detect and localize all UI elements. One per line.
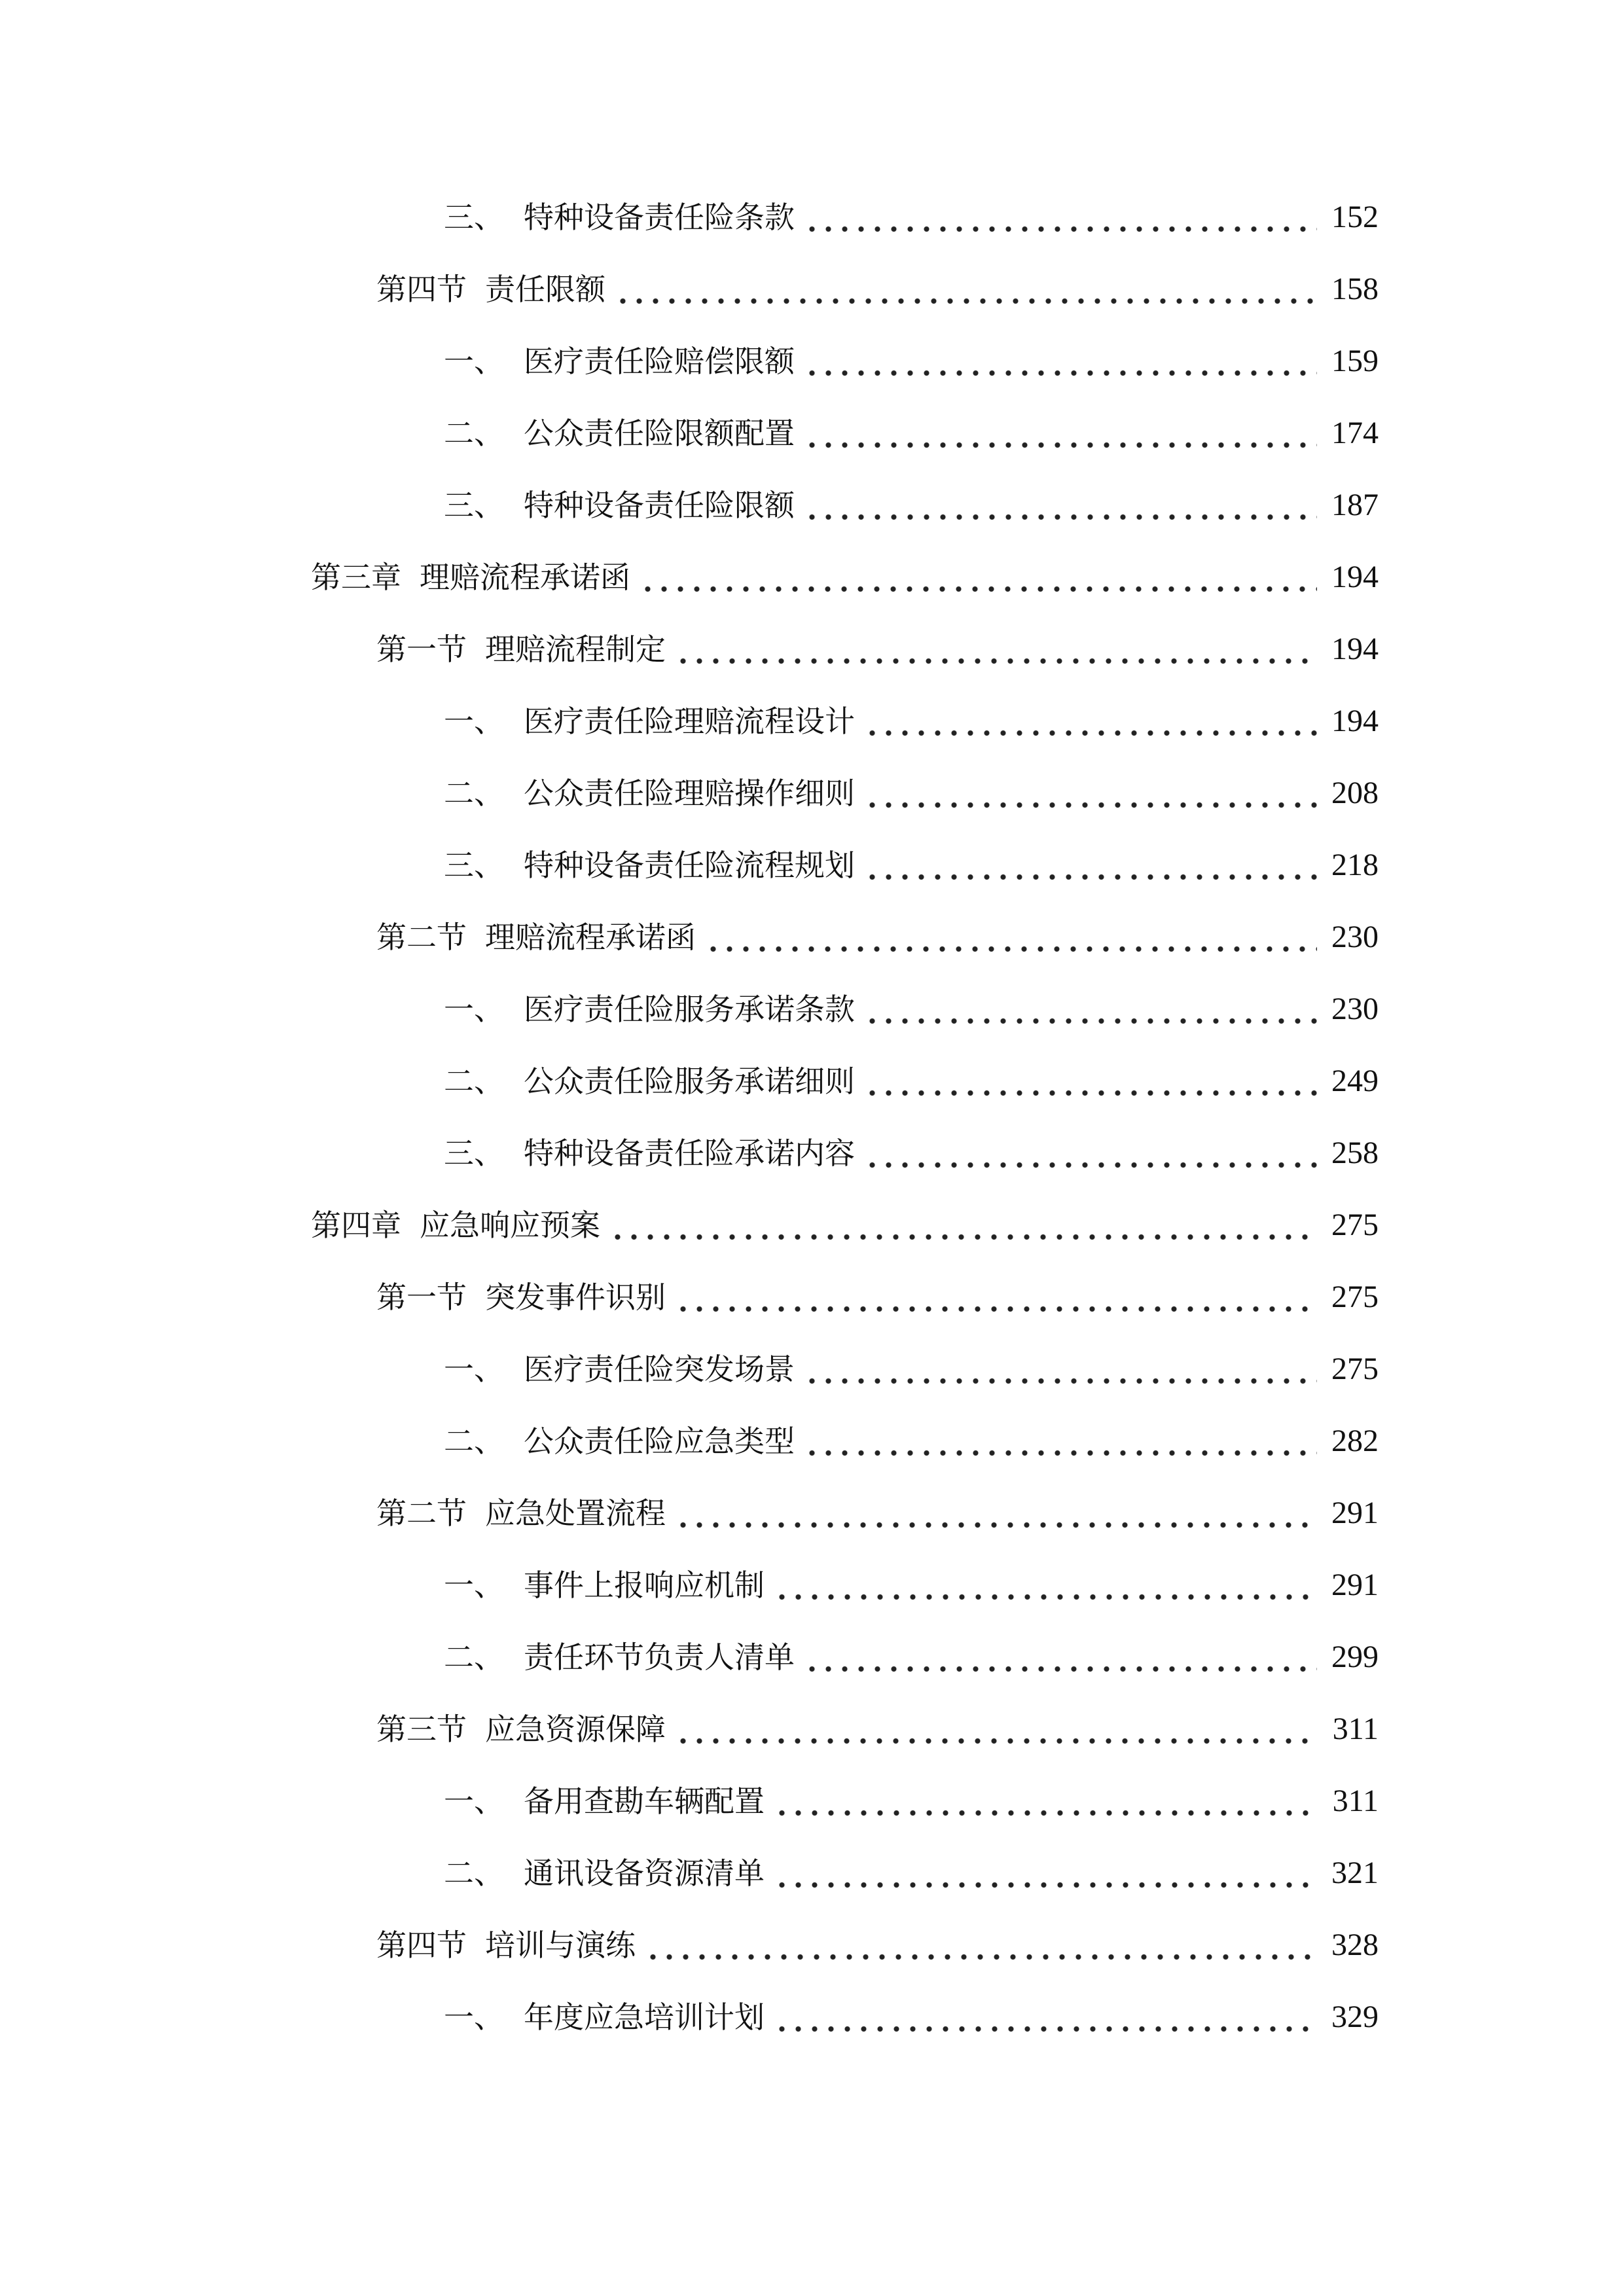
dot-leader (675, 1492, 1317, 1534)
toc-entry-page: 275 (1331, 1352, 1379, 1386)
dot-leader (804, 1420, 1317, 1462)
toc-entry-number: 三、 (444, 1136, 504, 1171)
dot-leader (774, 1780, 1317, 1822)
toc-entry[interactable] (444, 412, 1379, 454)
dot-leader (804, 340, 1317, 382)
toc-entry-number: 第三节 (376, 1712, 467, 1747)
toc-entry-number: 二、 (444, 1856, 504, 1891)
dot-leader (864, 844, 1317, 886)
toc-entry-title: 公众责任险服务承诺细则 (524, 1064, 855, 1099)
toc-entry-page: 194 (1331, 632, 1379, 666)
toc-entry-number: 第二节 (376, 1496, 467, 1531)
toc-entry[interactable] (376, 1276, 1379, 1318)
toc-entry-page: 194 (1331, 560, 1379, 594)
toc-entry-page: 230 (1331, 992, 1379, 1026)
dot-leader (705, 916, 1317, 958)
toc-entry-number: 三、 (444, 488, 504, 523)
toc-entry-number: 第三章 (311, 560, 401, 595)
toc-entry[interactable] (376, 628, 1379, 670)
toc-entry-page: 258 (1331, 1136, 1379, 1170)
toc-entry-title: 公众责任险应急类型 (524, 1424, 795, 1459)
toc-entry-page: 174 (1331, 416, 1379, 450)
toc-entry-title: 理赔流程承诺函 (420, 560, 630, 595)
toc-entry-title: 特种设备责任险流程规划 (524, 848, 855, 883)
toc-entry[interactable] (444, 1852, 1379, 1894)
toc-entry-number: 二、 (444, 776, 504, 811)
dot-leader (864, 1060, 1317, 1102)
toc-entry-number: 第四节 (376, 1928, 467, 1963)
toc-entry-page: 291 (1331, 1496, 1379, 1530)
toc-entry-title: 培训与演练 (485, 1928, 636, 1963)
toc-entry-page: 218 (1331, 848, 1379, 882)
toc-entry-page: 208 (1331, 776, 1379, 810)
toc-entry-number: 一、 (444, 704, 504, 739)
toc-entry-title: 应急处置流程 (485, 1496, 666, 1531)
toc-entry-title: 通讯设备资源清单 (524, 1856, 765, 1891)
toc-entry-title: 年度应急培训计划 (524, 2000, 765, 2035)
toc-entry-title: 事件上报响应机制 (524, 1568, 765, 1603)
toc-entry-number: 一、 (444, 992, 504, 1027)
toc-entry-number: 一、 (444, 2000, 504, 2035)
dot-leader (774, 1996, 1317, 2038)
toc-entry[interactable] (444, 340, 1379, 382)
toc-entry-number: 第一节 (376, 632, 467, 667)
toc-entry[interactable] (376, 1708, 1379, 1750)
toc-entry[interactable] (444, 196, 1379, 238)
toc-entry[interactable] (444, 1780, 1379, 1822)
toc-entry-page: 299 (1331, 1640, 1379, 1674)
toc-entry-title: 特种设备责任险条款 (524, 200, 795, 235)
toc-entry-title: 理赔流程制定 (485, 632, 666, 667)
toc-entry[interactable] (444, 484, 1379, 526)
toc-entry-number: 一、 (444, 1784, 504, 1819)
toc-entry-page: 321 (1331, 1856, 1379, 1890)
dot-leader (774, 1564, 1317, 1606)
toc-entry-title: 医疗责任险赔偿限额 (524, 344, 795, 379)
dot-leader (675, 1276, 1317, 1318)
dot-leader (804, 1636, 1317, 1678)
toc-entry[interactable] (444, 1564, 1379, 1606)
toc-entry[interactable] (444, 1132, 1379, 1174)
toc-entry[interactable] (444, 988, 1379, 1030)
toc-entry[interactable] (376, 916, 1379, 958)
dot-leader (804, 412, 1317, 454)
toc-entry-number: 一、 (444, 1352, 504, 1387)
toc-entry-page: 187 (1331, 488, 1379, 522)
toc-entry-page: 158 (1331, 272, 1379, 306)
toc-entry-title: 责任限额 (485, 272, 605, 307)
toc-entry[interactable] (376, 1492, 1379, 1534)
toc-entry-title: 医疗责任险服务承诺条款 (524, 992, 855, 1027)
toc-entry[interactable] (444, 844, 1379, 886)
toc-entry-page: 311 (1332, 1784, 1379, 1818)
toc-entry-number: 二、 (444, 1640, 504, 1675)
toc-entry[interactable] (376, 268, 1379, 310)
toc-entry-number: 第四章 (311, 1208, 401, 1243)
toc-entry[interactable] (444, 700, 1379, 742)
dot-leader (675, 628, 1317, 670)
toc-entry-title: 公众责任险理赔操作细则 (524, 776, 855, 811)
toc-entry-title: 医疗责任险理赔流程设计 (524, 704, 855, 739)
dot-leader (864, 772, 1317, 814)
toc-entry[interactable] (376, 1924, 1379, 1966)
toc-entry-title: 备用查勘车辆配置 (524, 1784, 765, 1819)
toc-entry[interactable] (444, 1420, 1379, 1462)
toc-entry-title: 责任环节负责人清单 (524, 1640, 795, 1675)
toc-entry-page: 159 (1331, 344, 1379, 378)
toc-entry-page: 275 (1331, 1280, 1379, 1314)
toc-entry-number: 二、 (444, 1424, 504, 1459)
toc-entry[interactable] (444, 1636, 1379, 1678)
toc-entry-page: 328 (1331, 1928, 1379, 1962)
toc-entry-number: 三、 (444, 200, 504, 235)
toc-entry[interactable] (444, 772, 1379, 814)
toc-entry-page: 329 (1331, 2000, 1379, 2034)
toc-entry-number: 一、 (444, 1568, 504, 1603)
dot-leader (645, 1924, 1317, 1966)
dot-leader (774, 1852, 1317, 1894)
toc-entry-page: 152 (1331, 200, 1379, 234)
toc-entry-title: 应急响应预案 (420, 1208, 600, 1243)
dot-leader (804, 1348, 1317, 1390)
toc-entry[interactable] (311, 1204, 1379, 1246)
toc-entry[interactable] (444, 1996, 1379, 2038)
dot-leader (609, 1204, 1317, 1246)
dot-leader (640, 556, 1317, 598)
dot-leader (864, 988, 1317, 1030)
toc-entry-title: 应急资源保障 (485, 1712, 666, 1747)
toc-entry-page: 291 (1331, 1568, 1379, 1602)
toc-entry-title: 特种设备责任险承诺内容 (524, 1136, 855, 1171)
dot-leader (864, 1132, 1317, 1174)
toc-entry-number: 二、 (444, 1064, 504, 1099)
toc-entry-number: 第一节 (376, 1280, 467, 1315)
toc-entry-title: 理赔流程承诺函 (485, 920, 696, 955)
toc-entry-number: 第二节 (376, 920, 467, 955)
toc-entry-title: 公众责任险限额配置 (524, 416, 795, 451)
toc-entry-number: 二、 (444, 416, 504, 451)
dot-leader (864, 700, 1317, 742)
toc-entry-page: 249 (1331, 1064, 1379, 1098)
toc-entry-title: 突发事件识别 (485, 1280, 666, 1315)
toc-entry-title: 医疗责任险突发场景 (524, 1352, 795, 1387)
toc-entry-page: 275 (1331, 1208, 1379, 1242)
toc-entry[interactable] (444, 1060, 1379, 1102)
toc-entry-page: 230 (1331, 920, 1379, 954)
toc-entry-page: 311 (1332, 1712, 1379, 1746)
dot-leader (675, 1708, 1317, 1750)
toc-entry[interactable] (311, 556, 1379, 598)
dot-leader (804, 484, 1317, 526)
toc-entry-page: 194 (1331, 704, 1379, 738)
toc-entry-number: 第四节 (376, 272, 467, 307)
toc-entry-number: 三、 (444, 848, 504, 883)
dot-leader (804, 196, 1317, 238)
toc-entry-number: 一、 (444, 344, 504, 379)
dot-leader (615, 268, 1317, 310)
toc-entry[interactable] (444, 1348, 1379, 1390)
toc-entry-page: 282 (1331, 1424, 1379, 1458)
toc-entry-title: 特种设备责任险限额 (524, 488, 795, 523)
